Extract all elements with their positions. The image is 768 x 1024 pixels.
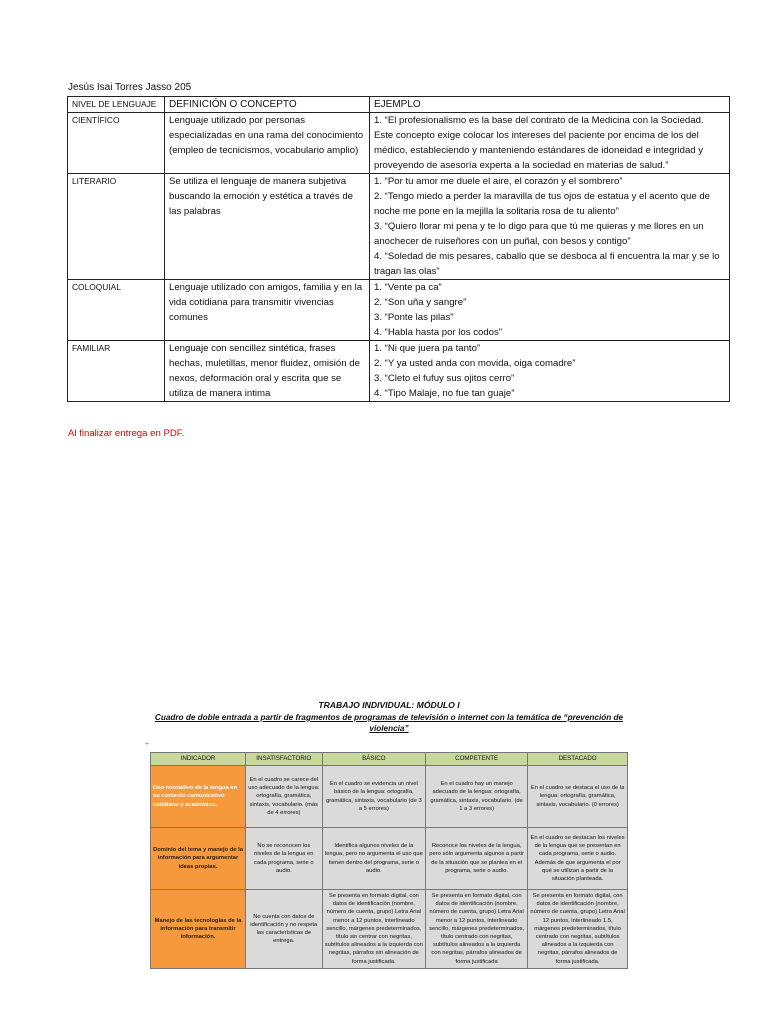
example-line: 4. “Habla hasta por los codos” xyxy=(374,327,502,338)
table-header-row xyxy=(68,97,730,113)
cell-nivel: CIENTÍFICO xyxy=(68,113,165,174)
rubric-cell: No se reconocen los niveles de la lengua en cada programa, serie o audio. xyxy=(246,828,323,890)
example-line: 3. “Ponte las pilas” xyxy=(374,312,454,323)
rubric-header: COMPETENTE xyxy=(426,753,528,766)
rubric-header: INDICADOR xyxy=(151,753,246,766)
cell-definicion: Lenguaje utilizado por personas especializadas en una rama del conocimiento (empleo de tecnicismos, vocabulario amplio) xyxy=(165,113,370,174)
rubric-subtitle: Cuadro de doble entrada a partir de fragmentos de programas de televisión o internet con la temática de “prevención de violencia” xyxy=(154,713,624,733)
rubric-header-row xyxy=(151,753,628,766)
table-row xyxy=(68,174,730,280)
example-line: 2. “Son uña y sangre” xyxy=(374,297,467,308)
cell-nivel: LITERARIO xyxy=(68,174,165,280)
rubric-cell: En el cuadro hay un manejo adecuado de la lengua: ortografía, gramática, sintaxis, vocabulario. (de 1 a 3 errores) xyxy=(426,766,528,828)
cell-ejemplos xyxy=(370,113,730,174)
rubric-cell: No cuenta con datos de identificación y no respeta las características de entrega. xyxy=(246,890,323,969)
rubric-header: DESTACADO xyxy=(528,753,628,766)
cell-nivel: COLOQUIAL xyxy=(68,280,165,341)
rubric-cell: Se presenta en formato digital, con datos de identificación (nombre, número de cuenta, grupo) Letra Arial 12 puntos, interlineado 1.5, márgenes predeterminados, título centrado con negritas, subtítulos alineados a la izquierda con negritas, párrafos alineados de forma justificada. xyxy=(528,890,628,969)
rubric-cell: Se presenta en formato digital, con datos de identificación (nombre, número de cuenta, grupo) Letra Arial menor a 12 puntos, interlineado sencillo, márgenes predeterminados, título sin centrar con negritas, subtítulos alineados a la izquierda con negritas, párrafos sin alineación de forma justificada. xyxy=(322,890,425,969)
example-line: 1. “Vente pa ca” xyxy=(374,282,442,293)
rubric-header: BÁSICO xyxy=(322,753,425,766)
delivery-note: Al finalizar entrega en PDF. xyxy=(68,428,185,439)
header-definicion: DEFINICIÓN O CONCEPTO xyxy=(165,97,370,113)
example-line: 2. “Y ya usted anda con movida, oiga comadre” xyxy=(374,358,576,369)
example-line: 2. “Tengo miedo a perder la maravilla de tus ojos de estatua y el acento que de noche me pone en la mejilla la solitaria rosa de tu aliento” xyxy=(374,191,710,217)
example-line: 3. “Cleto el fufuy sus ojitos cerro” xyxy=(374,373,515,384)
rubric-indicator: Uso normativo de la lengua en su contexto comunicativo cotidiano y académico. xyxy=(151,766,246,828)
rubric-cell: Se presenta en formato digital, con datos de identificación (nombre, número de cuenta, grupo) Letra Arial menor a 12 puntos, interlineado sencillo, márgenes predeterminados, título centrado con negritas, subtítulos alineados a la izquierda con negritas, párrafos alineados de forma justificada xyxy=(426,890,528,969)
cell-ejemplos xyxy=(370,341,730,402)
cell-definicion: Se utiliza el lenguaje de manera subjetiva buscando la emoción y estética a través de las palabras xyxy=(165,174,370,280)
language-levels-table xyxy=(67,96,730,402)
cell-nivel: FAMILIAR xyxy=(68,341,165,402)
rubric-row xyxy=(151,890,628,969)
example-line: 1. “Por tu amor me duele el aire, el corazón y el sombrero” xyxy=(374,176,623,187)
example-line: 1. “El profesionalismo es la base del contrato de la Medicina con la Sociedad. Este concepto exige colocar los intereses del paciente por encima de los del médico, estableciendo y manteniendo estándares de idoneidad e integridad y proveyendo de asesoría experta a la sociedad en materias de salud.” xyxy=(374,115,704,171)
rubric-title: TRABAJO INDIVIDUAL: MÓDULO I xyxy=(318,700,460,710)
table-row xyxy=(68,341,730,402)
rubric-indicator: Dominio del tema y manejo de la información para argumentar ideas propias. xyxy=(151,828,246,890)
author-line: Jesús Isai Torres Jasso 205 xyxy=(68,82,192,93)
rubric-indicator: Manejo de las tecnologías de la información para transmitir información. xyxy=(151,890,246,969)
cell-ejemplos xyxy=(370,174,730,280)
rubric-table xyxy=(150,752,628,969)
example-line: 1. “Ni que juera pa tanto” xyxy=(374,343,481,354)
example-line: 4. “Soledad de mis pesares, caballo que se desboca al fi encuentra la mar y se lo tragan las olas” xyxy=(374,251,720,277)
cell-ejemplos xyxy=(370,280,730,341)
header-ejemplo: EJEMPLO xyxy=(370,97,730,113)
rubric-header: INSATISFACTORIO xyxy=(246,753,323,766)
table-row xyxy=(68,280,730,341)
example-line: 4. “Tipo Malaje, no fue tan guaje” xyxy=(374,388,515,399)
rubric-cell: Reconoce los niveles de la lengua, pero sólo argumenta algunos a partir de la situación que se plantea en el programa, serie o audio. xyxy=(426,828,528,890)
table-move-handle-icon: ÷ xyxy=(145,741,149,748)
rubric-cell: Identifica algunos niveles de la lengua, pero no argumenta el uso que tienen dentro del programa, serie o audio. xyxy=(322,828,425,890)
rubric-cell: En el cuadro se evidencia un nivel básico de la lengua: ortografía, gramática, sintaxis, vocabulario (de 3 a 5 errores) xyxy=(322,766,425,828)
rubric-row xyxy=(151,766,628,828)
rubric-cell: En el cuadro se carece del uso adecuado de la lengua: ortografía, gramática, sintaxis, vocabulario. (más de 4 errores) xyxy=(246,766,323,828)
header-nivel: NIVEL DE LENGUAJE xyxy=(68,97,165,113)
table-row xyxy=(68,113,730,174)
rubric-cell: En el cuadro se destaca el uso de la lengua: ortografía, gramática, sintaxis, vocabulario. (0 errores) xyxy=(528,766,628,828)
cell-definicion: Lenguaje utilizado con amigos, familia y en la vida cotidiana para transmitir vivencias comunes xyxy=(165,280,370,341)
rubric-cell: En el cuadro se destacan los niveles de la lengua que se presentan en cada programa, serie o audio. Además de que argumenta el por qué se utilizan a partir de la situación planteada. xyxy=(528,828,628,890)
example-line: 3. “Quiero llorar mi pena y te lo digo para que tú me quieras y me llores en un anochecer de ruiseñores con un puñal, con besos y contigo” xyxy=(374,221,704,247)
rubric-row xyxy=(151,828,628,890)
cell-definicion: Lenguaje con sencillez sintética, frases hechas, muletillas, menor fluidez, omisión de nexos, deformación oral y escrita que se utiliza de manera intima xyxy=(165,341,370,402)
